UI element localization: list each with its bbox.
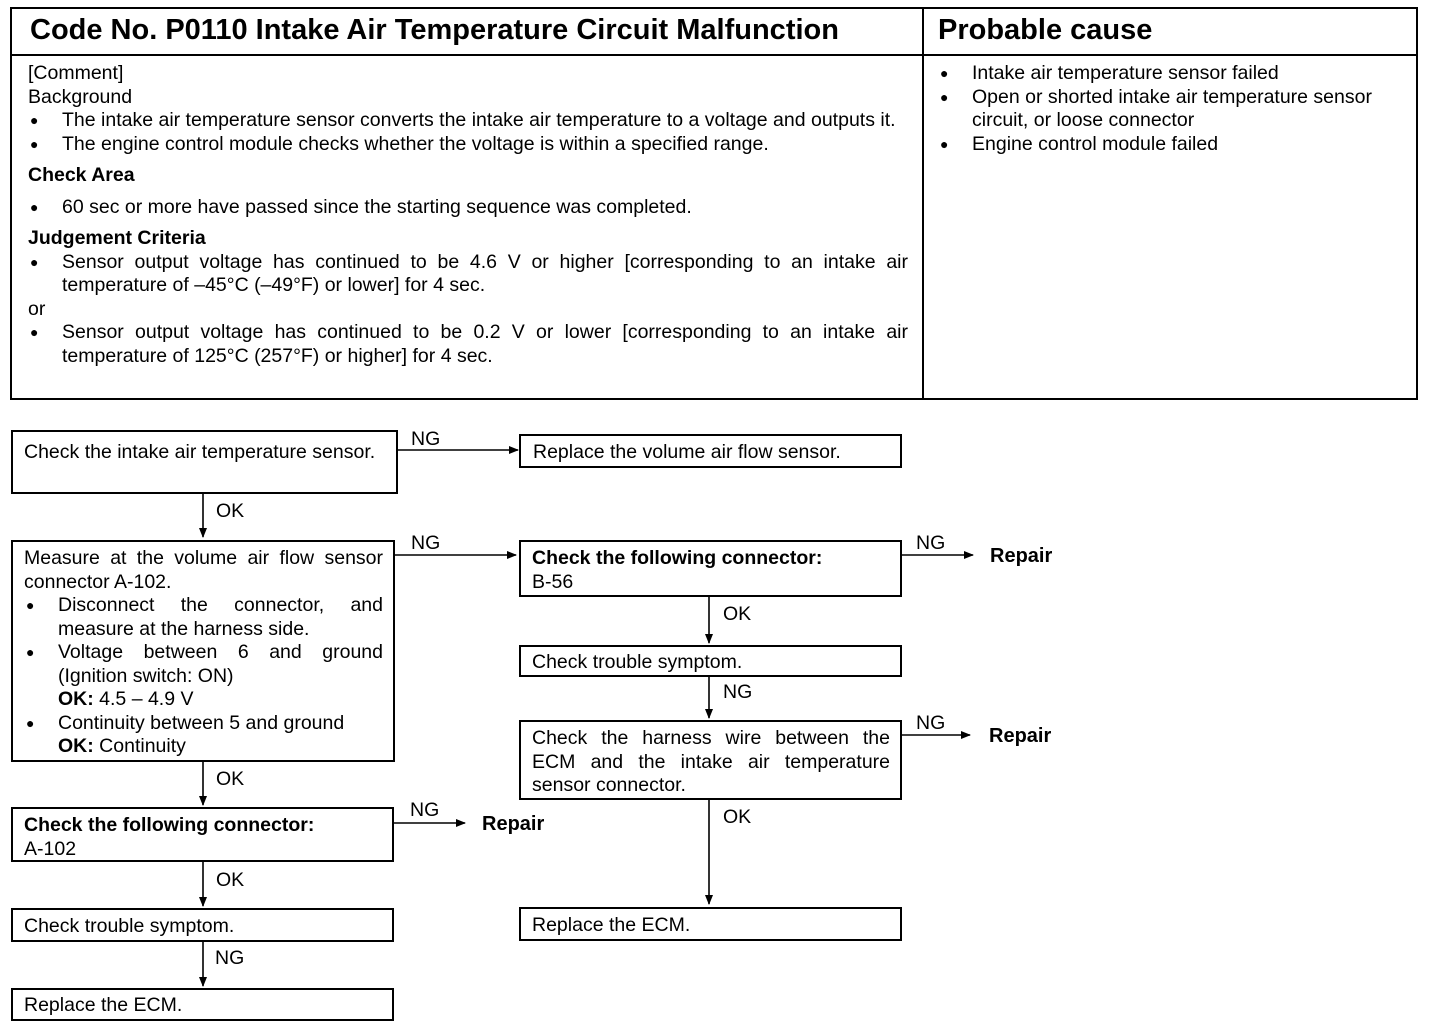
step-replace-ecm-left: Replace the ECM. [11, 988, 394, 1021]
background-item: ● The engine control module checks whether the voltage is within a specified range. [28, 133, 908, 157]
ok-criterion: OK: 4.5 – 4.9 V [58, 688, 194, 710]
ok-label: OK [723, 806, 752, 828]
judgement-item: ● Sensor output voltage has continued to be 0.2 V or lower [corresponding to an intake air temperature of 125°C (257°F) or higher] for 4 sec. [28, 321, 908, 368]
check-area-heading: Check Area [28, 164, 135, 186]
probable-cause-title: Probable cause [938, 14, 1153, 46]
judgement-item: ● Sensor output voltage has continued to be 4.6 V or higher [corresponding to an intake air temperature of –45°C (–49°F) or lower] for 4 sec. [28, 251, 908, 298]
background-heading: Background [28, 85, 133, 108]
measure-intro: Measure at the volume air flow sensor connector A-102. [24, 547, 383, 593]
step-check-symptom-right: Check trouble symptom. [519, 645, 902, 677]
step-replace-vaf-sensor: Replace the volume air flow sensor. [519, 434, 902, 468]
step-measure-connector [11, 540, 395, 762]
connector-title: Check the following connector: [532, 547, 823, 569]
step-check-harness: Check the harness wire between the ECM and the intake air temperature sensor connector. [519, 720, 902, 800]
step-check-connector-a102 [11, 807, 394, 862]
probable-cause-item: ● Intake air temperature sensor failed [938, 62, 1403, 86]
connector-title: Check the following connector: [24, 814, 315, 836]
judgement-heading: Judgement Criteria [28, 227, 206, 249]
measure-step-text: ● Continuity between 5 and ground [58, 711, 345, 734]
probable-cause-item: ● Open or shorted intake air temperature sensor circuit, or loose connector [938, 86, 1403, 133]
ok-label: OK [723, 603, 752, 625]
ng-label: NG [410, 799, 440, 821]
page-title: Code No. P0110 Intake Air Temperature Circuit Malfunction [30, 14, 839, 46]
step-check-symptom-left: Check trouble symptom. [11, 908, 394, 942]
comment-tag: [Comment] [28, 62, 124, 84]
probable-cause-item: ● Engine control module failed [938, 133, 1403, 157]
measure-step [24, 712, 383, 759]
step-replace-ecm-right: Replace the ECM. [519, 907, 902, 941]
step-check-connector-b56 [519, 540, 902, 597]
measure-step-text: ● Voltage between 6 and ground (Ignition switch: ON) [58, 641, 383, 687]
connector-id: B-56 [532, 570, 574, 593]
ok-criterion: OK: Continuity [58, 735, 186, 757]
measure-step [24, 641, 383, 712]
ng-label: NG [916, 532, 946, 554]
repair-label: Repair [990, 545, 1053, 567]
check-area-item: ● 60 sec or more have passed since the starting sequence was completed. [28, 196, 908, 220]
measure-step: ● Disconnect the connector, and measure at the harness side. [24, 594, 383, 641]
step-check-sensor: Check the intake air temperature sensor. [11, 430, 398, 494]
ng-label: NG [916, 712, 946, 734]
or-text: or [28, 297, 46, 320]
ng-label: NG [411, 532, 441, 554]
ng-label: NG [411, 428, 441, 450]
ng-label: NG [723, 681, 753, 703]
ok-label: OK [216, 768, 245, 790]
repair-label: Repair [989, 725, 1052, 747]
ok-label: OK [216, 869, 245, 891]
connector-id: A-102 [24, 837, 77, 860]
ok-label: OK [216, 500, 245, 522]
ng-label: NG [215, 947, 245, 969]
repair-label: Repair [482, 813, 545, 835]
background-item: ● The intake air temperature sensor converts the intake air temperature to a voltage and outputs it. [28, 109, 908, 133]
